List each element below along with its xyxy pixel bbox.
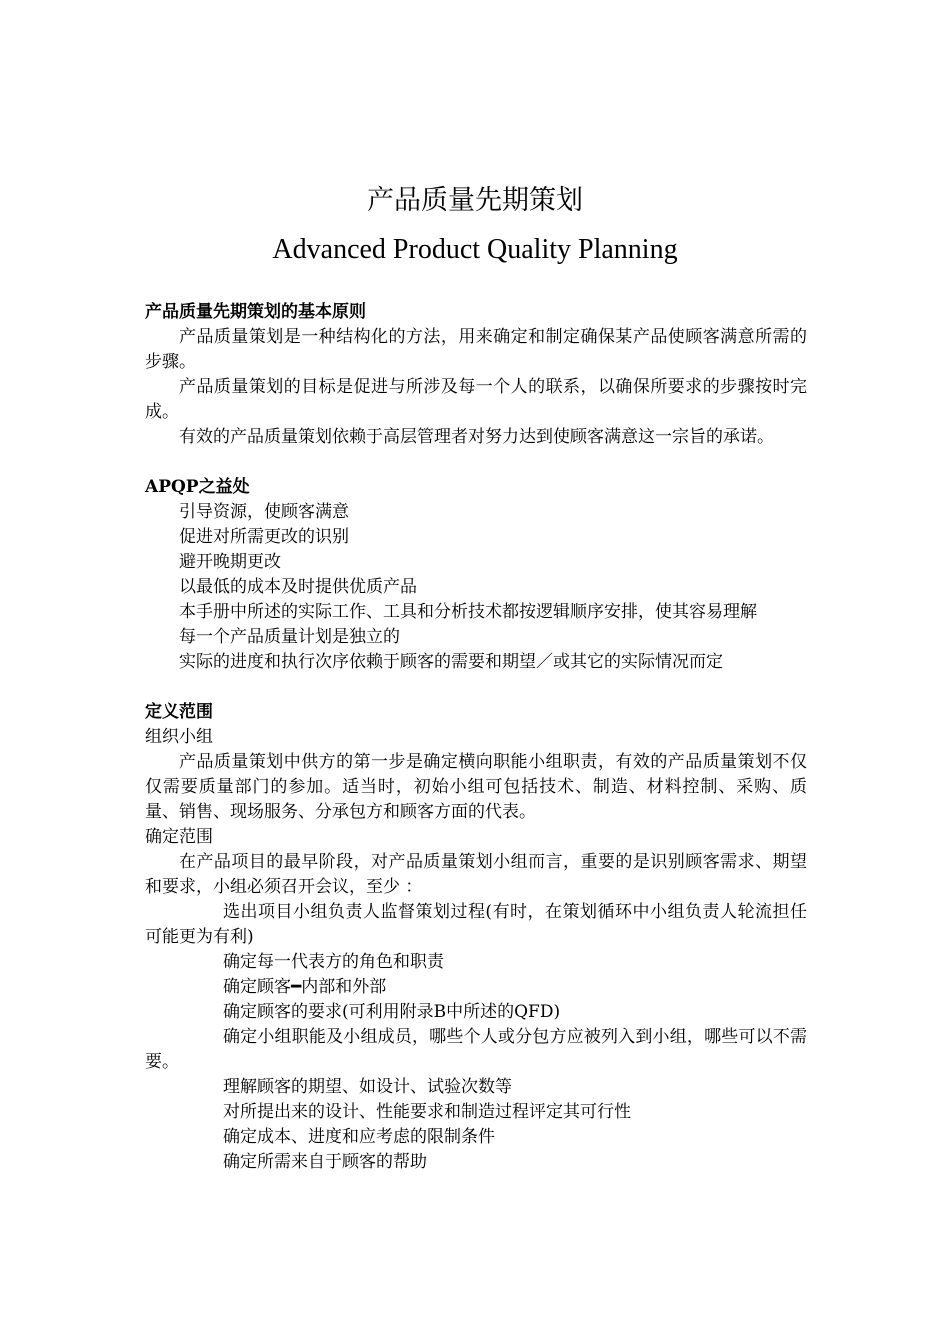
benefit-item: 以最低的成本及时提供优质产品 — [179, 577, 417, 597]
scope-item: 确定所需来自于顾客的帮助 — [223, 1152, 427, 1172]
benefit-item: 避开晚期更改 — [179, 552, 281, 572]
section-heading-scope: 定义范围 — [145, 702, 213, 722]
scope-item: 确定小组职能及小组成员，哪些个人或分包方应被列入到小组，哪些可以不需要。 — [145, 1027, 807, 1072]
scope-item: 对所提出来的设计、性能要求和制造过程评定其可行性 — [223, 1102, 631, 1122]
benefit-item: 每一个产品质量计划是独立的 — [179, 627, 400, 647]
scope-item: 理解顾客的期望、如设计、试验次数等 — [223, 1077, 512, 1097]
benefit-item: 促进对所需更改的识别 — [179, 527, 349, 547]
subheading-define-scope: 确定范围 — [145, 827, 213, 847]
benefit-item: 引导资源，使顾客满意 — [179, 502, 349, 522]
paragraph: 产品质量策划是一种结构化的方法，用来确定和制定确保某产品使顾客满意所需的步骤。 — [145, 327, 807, 372]
section-heading-principles: 产品质量先期策划的基本原则 — [145, 302, 366, 322]
scope-item: 确定成本、进度和应考虑的限制条件 — [223, 1127, 495, 1147]
subheading-organize-team: 组织小组 — [145, 727, 213, 747]
paragraph: 有效的产品质量策划依赖于高层管理者对努力达到使顾客满意这一宗旨的承诺。 — [179, 427, 774, 447]
paragraph: 在产品项目的最早阶段，对产品质量策划小组而言，重要的是识别顾客需求、期望和要求，小组必须召开会议，至少 ： — [145, 852, 807, 897]
document-body — [145, 300, 807, 1175]
benefit-item: 实际的进度和执行次序依赖于顾客的需要和期望／或其它的实际情况而定 — [179, 652, 723, 672]
scope-item: 确定顾客的要求(可利用附录B中所述的QFD) — [223, 1002, 561, 1022]
scope-item: 确定顾客━内部和外部 — [223, 977, 387, 997]
section-heading-benefits: APQP之益处 — [145, 477, 250, 497]
paragraph: 产品质量策划中供方的第一步是确定横向职能小组职责，有效的产品质量策划不仅仅需要质量部门的参加。适当时，初始小组可包括技术、制造、材料控制、采购、质量、销售、现场服务、分承包方和顾客方面的代表。 — [145, 752, 807, 822]
scope-item: 确定每一代表方的角色和职责 — [223, 952, 444, 972]
paragraph: 产品质量策划的目标是促进与所涉及每一个人的联系，以确保所要求的步骤按时完成。 — [145, 377, 807, 422]
document-title-chinese: 产品质量先期策划 — [367, 185, 583, 216]
benefit-item: 本手册中所述的实际工作、工具和分析技术都按逻辑顺序安排，使其容易理解 — [179, 602, 757, 622]
scope-item: 选出项目小组负责人监督策划过程(有时，在策划循环中小组负责人轮流担任可能更为有利) — [145, 902, 807, 947]
document-title-english: Advanced Product Quality Planning — [272, 234, 678, 265]
